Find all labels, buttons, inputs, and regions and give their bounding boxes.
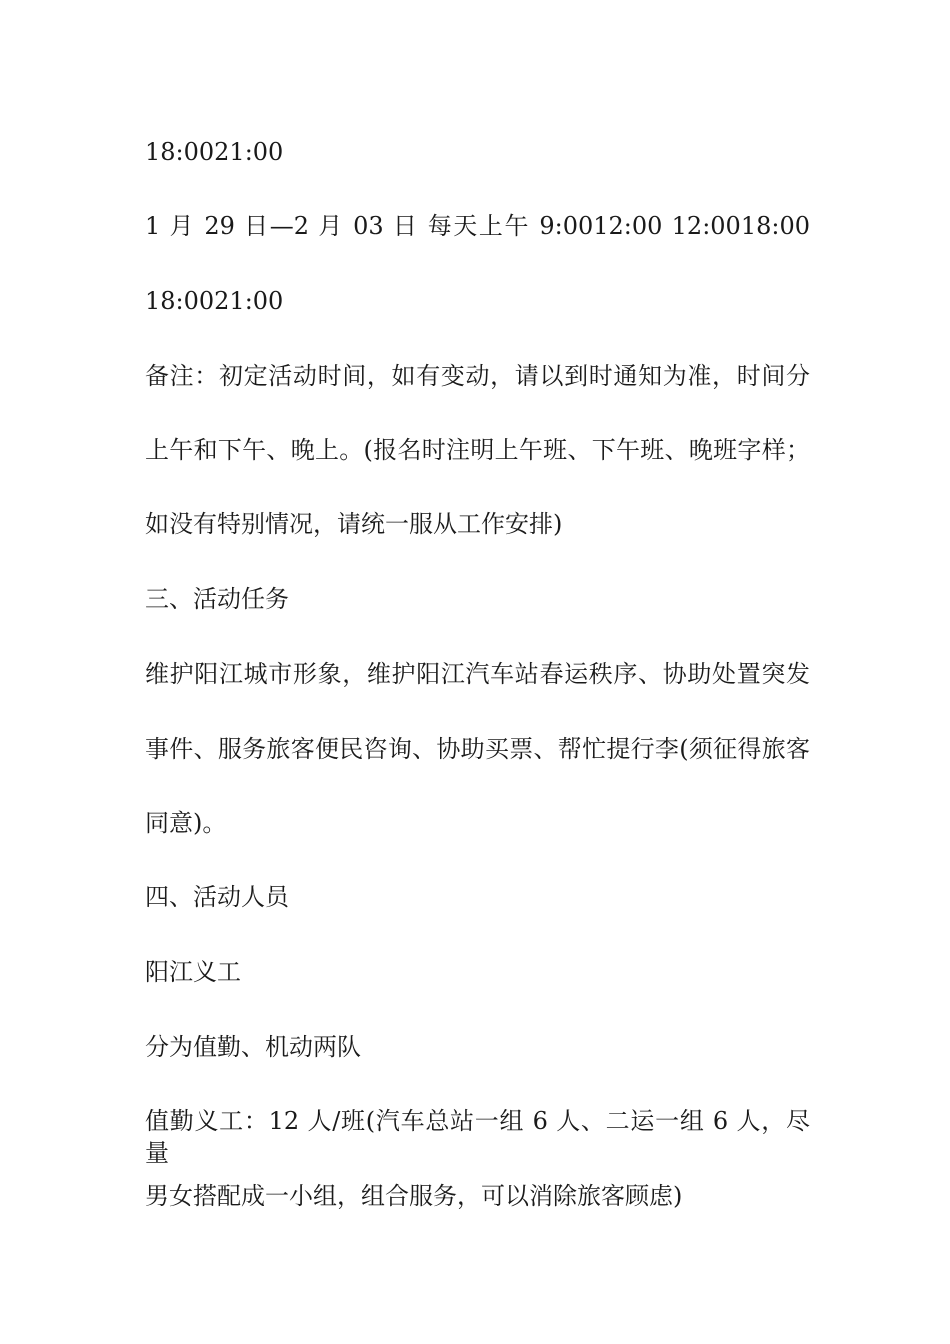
note-paragraph-line: 如没有特别情况，请统一服从工作安排) [145, 510, 563, 538]
schedule-date-line: 1 月 29 日—2 月 03 日 每天上午 9:0012:00 12:0018:00 [145, 212, 810, 240]
body-text: 阳江义工 [145, 958, 241, 986]
section-heading: 三、活动任务 [145, 585, 289, 613]
note-paragraph-line: 上午和下午、晚上。(报名时注明上午班、下午班、晚班字样； [145, 436, 810, 464]
section-heading: 四、活动人员 [145, 883, 289, 911]
schedule-time-line: 18:0021:00 [145, 287, 284, 315]
schedule-time-line: 18:0021:00 [145, 138, 284, 166]
task-paragraph-line: 维护阳江城市形象，维护阳江汽车站春运秩序、协助处置突发 [145, 660, 810, 688]
body-text: 分为值勤、机动两队 [145, 1033, 361, 1061]
staff-paragraph-line: 值勤义工：12 人/班(汽车总站一组 6 人、二运一组 6 人，尽量 [145, 1107, 810, 1167]
staff-paragraph-line: 男女搭配成一小组，组合服务，可以消除旅客顾虑) [145, 1182, 683, 1210]
note-paragraph-line: 备注：初定活动时间，如有变动，请以到时通知为准，时间分 [145, 362, 810, 390]
task-paragraph-line: 同意)。 [145, 809, 227, 837]
task-paragraph-line: 事件、服务旅客便民咨询、协助买票、帮忙提行李(须征得旅客 [145, 735, 810, 763]
